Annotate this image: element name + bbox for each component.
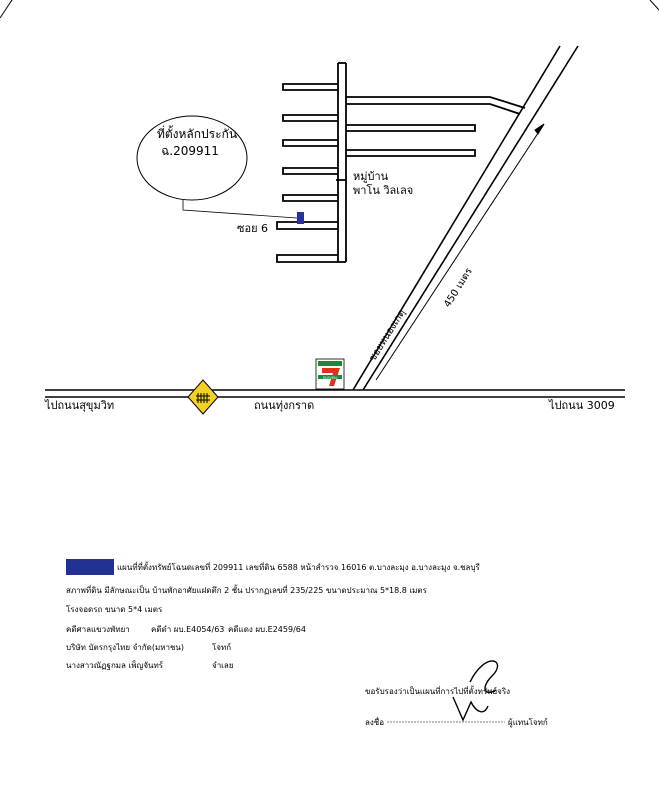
main-road-right-label: ไปถนน 3009 xyxy=(549,399,615,412)
distance-label: 450 เมตร xyxy=(442,266,475,310)
property-marker xyxy=(297,212,304,224)
note-line1: แผนที่ที่ตั้งทรัพย์โฉนดเลขที่ 209911 เลขที่ดิน 6588 หน้าสำรวจ 16016 ต.บางละมุง อ.บางละมุง จ.ชลบุรี xyxy=(117,563,480,572)
railway-crossing-icon xyxy=(188,380,218,414)
callout-leader xyxy=(183,200,297,218)
village-label-line1: หมู่บ้าน xyxy=(353,170,389,183)
note-red-case: คดีแดง ผบ.E2459/64 xyxy=(228,625,306,634)
note-line3: โรงจอดรถ ขนาด 5*4 เมตร xyxy=(66,605,163,614)
sign-prefix: ลงชื่อ xyxy=(365,718,385,727)
distance-arrow xyxy=(376,124,544,380)
corner-mark xyxy=(0,0,12,18)
callout-title: ที่ตั้งหลักประกัน xyxy=(156,127,238,141)
convenience-store-icon xyxy=(316,359,344,389)
certify-text: ขอรับรองว่าเป็นแผนที่การไปที่ตั้งทรัพย์จริง xyxy=(365,687,511,696)
note-plaintiff: บริษัท บัตรกรุงไทย จำกัด(มหาชน) xyxy=(66,643,185,652)
note-line2: สภาพที่ดิน มีลักษณะเป็น บ้านพักอาศัยแฝดตึก 2 ชั้น ปรากฏเลขที่ 235/225 ขนาดประมาณ 5*18.8 เมตร xyxy=(66,586,427,595)
side-road-label: ซอยหนองเกตุ xyxy=(367,307,408,364)
soi-label: ซอย 6 xyxy=(237,222,269,235)
callout-id: ฉ.209911 xyxy=(161,144,219,158)
note-court: คดีศาลแขวงพัทยา xyxy=(66,625,130,634)
svg-text:ELEVEN: ELEVEN xyxy=(323,376,337,380)
note-black-case: คดีดำ ผบ.E4054/63 xyxy=(151,625,225,634)
main-road-left-label: ไปถนนสุขุมวิท xyxy=(45,399,115,412)
sign-role: ผู้แทนโจทก์ xyxy=(508,718,548,727)
main-road xyxy=(45,390,625,397)
corner-mark xyxy=(650,0,659,10)
main-road-center-label: ถนนทุ่งกราด xyxy=(254,399,315,412)
village-roads xyxy=(277,63,525,262)
note-defendant: นางสาวณัฏฐกมล เพ็ญจันทร์ xyxy=(66,661,164,670)
note-plaintiff-role: โจทก์ xyxy=(212,643,232,652)
note-defendant-role: จำเลย xyxy=(212,661,234,670)
village-label-line2: พาโน วิลเลจ xyxy=(353,184,414,197)
redacted-block xyxy=(66,559,114,575)
